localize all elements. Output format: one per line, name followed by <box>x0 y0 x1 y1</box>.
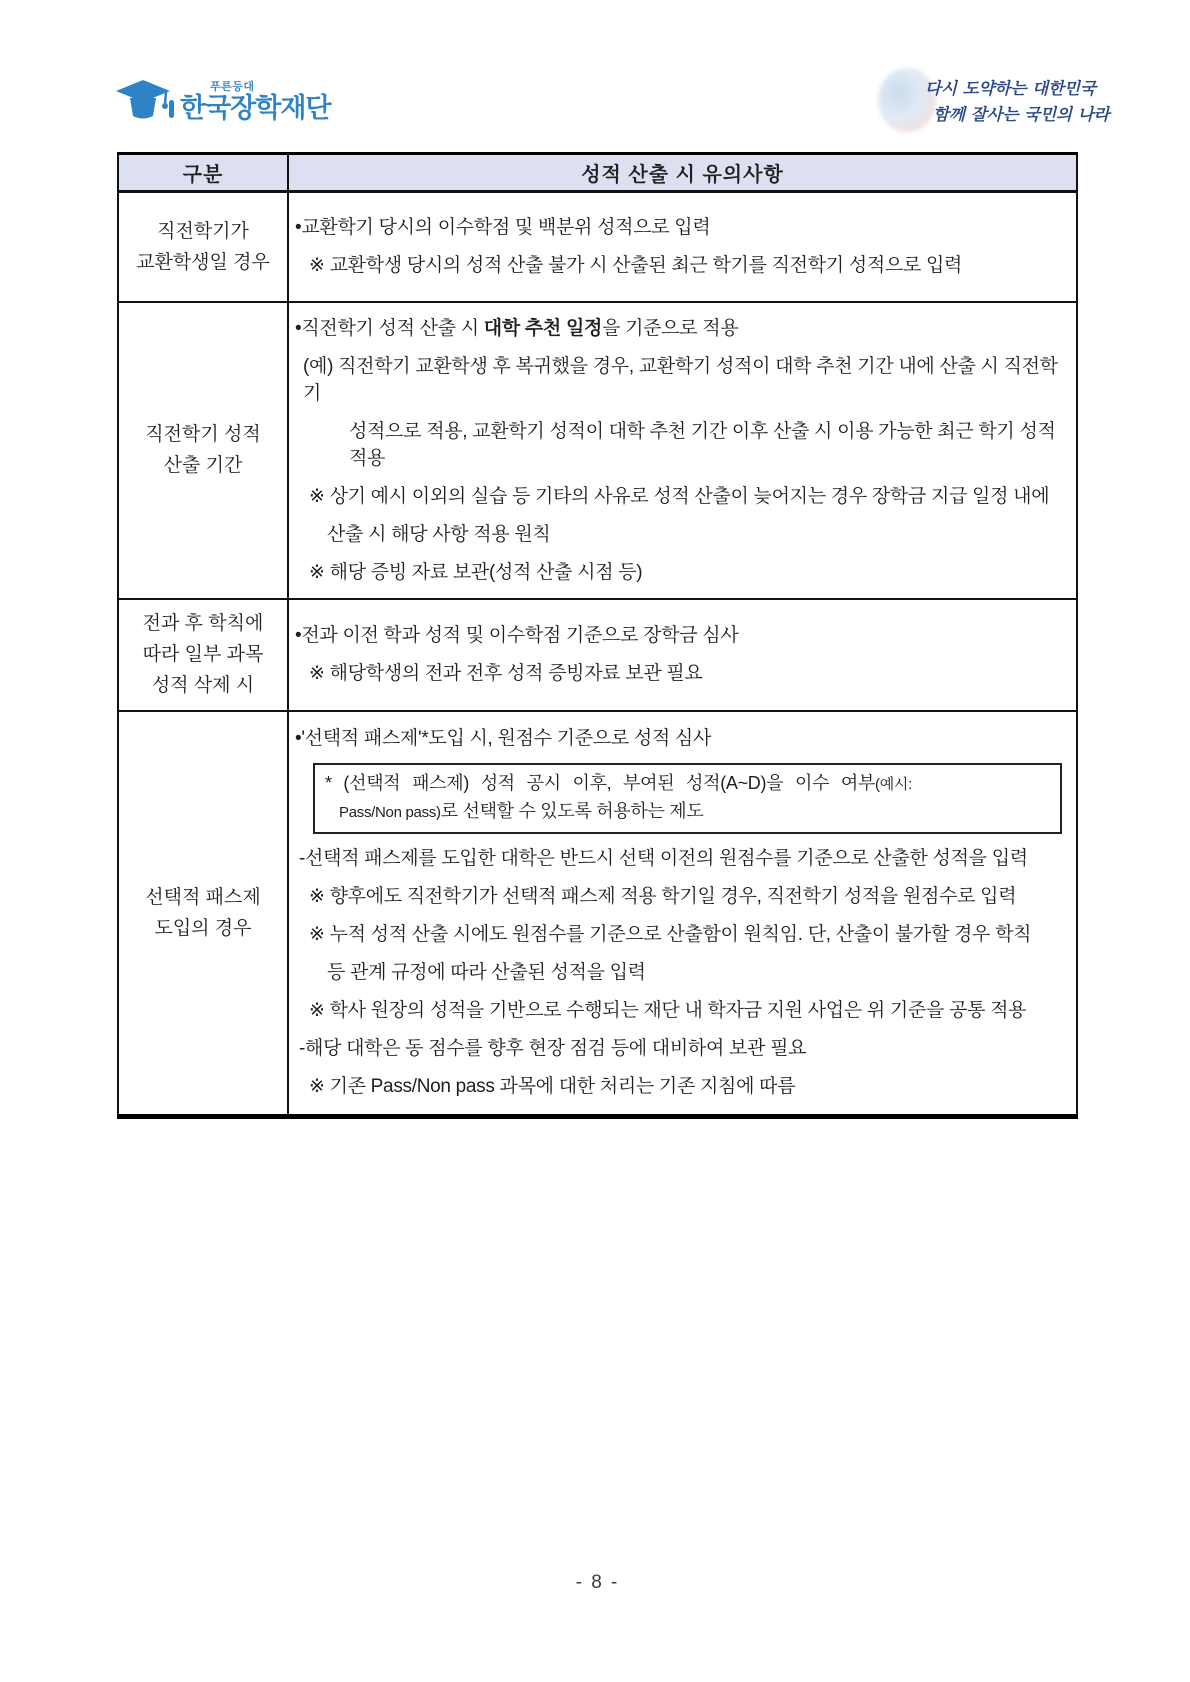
text-segment: 을 기준으로 적용 <box>602 317 739 339</box>
text-segment: (예시: <box>875 776 912 794</box>
content-line: ※ 교환학생 당시의 성적 산출 불가 시 산출된 최근 학기를 직전학기 성적으로 입력 <box>309 255 963 277</box>
category-cell <box>118 599 288 711</box>
text-segment: 로 선택할 수 있도록 허용하는 제도 <box>440 801 704 822</box>
category-cell <box>118 192 288 302</box>
content-line: ※ 향후에도 직전학기가 선택적 패스제 적용 학기일 경우, 직전학기 성적을 원점수로 입력 <box>309 886 1017 908</box>
category-cell <box>118 711 288 1117</box>
content-line: ※ 해당 증빙 자료 보관(성적 산출 시점 등) <box>309 561 643 583</box>
category-line: 직전학기가 <box>157 220 249 242</box>
category-line: 선택적 패스제 <box>145 886 261 908</box>
notes-cell-inner <box>293 315 1068 586</box>
text-segment: * (선택적 패스제) 성적 공시 이후, 부여된 성적(A~D)을 이수 여부 <box>325 773 876 794</box>
line-marker: • <box>295 625 302 646</box>
content-line: ※ 해당학생의 전과 전후 성적 증빙자료 보관 필요 <box>309 663 703 684</box>
government-slogan <box>925 76 1110 128</box>
graduation-cap-icon <box>116 78 174 126</box>
content-line: •'선택적 패스제'*도입 시, 원점수 기준으로 성적 심사 <box>293 725 1068 752</box>
content-line <box>293 315 1068 342</box>
content-line: ※ 상기 예시 이외의 실습 등 기타의 사유로 성적 산출이 늦어지는 경우 장학금 지급 일정 내에 <box>309 485 1050 507</box>
category-line: 전과 후 학칙에 <box>142 613 264 634</box>
slogan-line-2: 함께 잘사는 국민의 나라 <box>933 105 1110 124</box>
content-line: 산출 시 해당 사항 적용 원칙 <box>327 523 551 545</box>
foundation-logo <box>116 78 331 122</box>
content-line: ※ 누적 성적 산출 시에도 원점수를 기준으로 산출함이 원칙임. 단, 산출이 불가할 경우 학칙 <box>309 924 1032 946</box>
category-cell <box>118 302 288 599</box>
brand-small-label: 푸른등대 <box>210 81 255 93</box>
content-line: ※ 기존 Pass/Non pass 과목에 대한 처리는 기존 지침에 따름 <box>309 1076 796 1098</box>
category-line: 도입의 경우 <box>154 917 252 939</box>
content-line: (예) 직전학기 교환학생 후 복귀했을 경우, 교환학기 성적이 대학 추천 기간 내에 산출 시 직전학기 <box>303 355 1058 404</box>
content-line: -해당 대학은 동 점수를 향후 현장 점검 등에 대비하여 보관 필요 <box>293 1035 1068 1062</box>
grade-notes-table <box>117 152 1078 1119</box>
footnote-box-line <box>325 798 1050 826</box>
category-line: 따라 일부 과목 <box>142 644 264 665</box>
notes-cell <box>288 302 1077 599</box>
table-header-row <box>118 154 1077 192</box>
brand-text <box>180 82 331 122</box>
text-segment: Pass/Non pass) <box>339 804 441 822</box>
notes-table-body <box>118 192 1077 1117</box>
table-row <box>118 711 1077 1117</box>
footnote-box <box>313 763 1062 834</box>
category-line: 성적 삭제 시 <box>151 675 255 696</box>
category-line: 교환학생일 경우 <box>136 251 270 273</box>
table-header-category: 구분 <box>118 154 288 192</box>
content-line: -선택적 패스제를 도입한 대학은 반드시 선택 이전의 원점수를 기준으로 산출한 성적을 입력 <box>293 845 1068 872</box>
line-marker: - <box>299 848 306 870</box>
content-line: •전과 이전 학과 성적 및 이수학점 기준으로 장학금 심사 <box>293 622 1068 649</box>
notes-cell <box>288 599 1077 711</box>
content-line: 성적으로 적용, 교환학기 성적이 대학 추천 기간 이후 산출 시 이용 가능한 최근 학기 성적 적용 <box>349 420 1056 469</box>
table-row <box>118 599 1077 711</box>
table-row <box>118 302 1077 599</box>
brand-name: 한국장학재단 <box>180 93 331 123</box>
table-header-notes: 성적 산출 시 유의사항 <box>288 154 1077 192</box>
notes-cell <box>288 711 1077 1117</box>
page-number: - 8 - <box>575 1572 620 1593</box>
line-marker: • <box>295 317 302 339</box>
footnote-box-line <box>325 770 1050 798</box>
content-line: 등 관계 규정에 따라 산출된 성적을 입력 <box>327 962 646 984</box>
content-line: ※ 학사 원장의 성적을 기반으로 수행되는 재단 내 학자금 지원 사업은 위 기준을 공통 적용 <box>309 1000 1027 1022</box>
notes-cell <box>288 192 1077 302</box>
line-marker: - <box>299 1038 306 1060</box>
notes-cell-inner <box>293 724 1068 1103</box>
slogan-line-1: 다시 도약하는 대한민국 <box>925 79 1096 98</box>
line-marker: • <box>295 217 302 239</box>
notes-cell-inner <box>293 205 1068 289</box>
category-line: 직전학기 성적 <box>145 424 261 445</box>
text-segment: 직전학기 성적 산출 시 <box>301 317 484 339</box>
line-marker: • <box>295 728 302 750</box>
notes-cell-inner <box>293 612 1068 698</box>
content-line: •교환학기 당시의 이수학점 및 백분위 성적으로 입력 <box>293 214 1068 241</box>
category-line: 산출 기간 <box>163 455 243 476</box>
table-row <box>118 192 1077 302</box>
text-segment: 대학 추천 일정 <box>483 317 603 339</box>
